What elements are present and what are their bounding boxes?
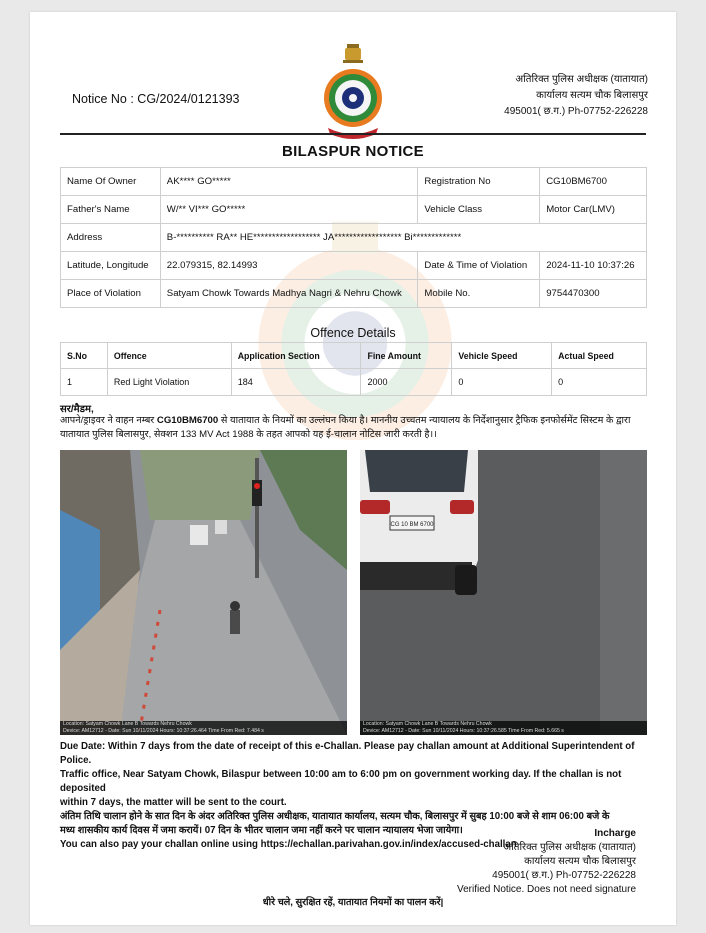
- caption-line: Location: Satyam Chowk Lane B Towards Nehru Chowk: [63, 721, 192, 727]
- notice-page: [30, 12, 676, 925]
- label-cell: Place of Violation: [61, 280, 161, 308]
- instruction-line: Traffic office, Near Satyam Chowk, Bilaspur between 10:00 am to 6:00 pm on government working day. If the challan is not deposited: [60, 769, 622, 794]
- table-row: [61, 369, 647, 396]
- violation-datetime: 2024-11-10 10:37:26: [540, 252, 647, 280]
- table-cell: 2000: [361, 369, 452, 396]
- table-header-row: [61, 343, 647, 369]
- due-date-instructions: [60, 740, 652, 852]
- violation-message: [60, 414, 650, 442]
- verified-note: Verified Notice. Does not need signature: [457, 884, 636, 895]
- offence-section-title: Offence Details: [310, 326, 396, 340]
- column-header: Application Section: [231, 343, 361, 369]
- label-cell: Mobile No.: [418, 280, 540, 308]
- message-reg: CG10BM6700: [156, 415, 219, 426]
- column-header: Fine Amount: [361, 343, 452, 369]
- evidence-photo-vehicle[interactable]: [360, 450, 647, 735]
- instruction-line: अंतिम तिथि चालान होने के सात दिन के अंदर अतिरिक्त पुलिस अधीक्षक, यातायात कार्यालय, सत्यम चौक, बिलासपुर में सुबह 10:00 बजे से शाम 06:00 बजे के: [60, 811, 610, 822]
- payment-link-line[interactable]: You can also pay your challan online using https://echallan.parivahan.gov.in/index/accused-challan: [60, 839, 517, 850]
- vehicle-class: Motor Car(LMV): [540, 196, 647, 224]
- label-cell: Date & Time of Violation: [418, 252, 540, 280]
- office-line: कार्यालय सत्यम चौक बिलासपुर: [524, 856, 636, 867]
- office-line: अतिरिक्त पुलिस अधीक्षक (यातायात): [503, 842, 636, 853]
- label-cell: Address: [61, 224, 161, 252]
- column-header: Actual Speed: [552, 343, 647, 369]
- label-cell: Name Of Owner: [61, 168, 161, 196]
- label-cell: Vehicle Class: [418, 196, 540, 224]
- table-cell: 184: [231, 369, 361, 396]
- photo-caption: [360, 721, 647, 735]
- offence-table: [60, 342, 647, 396]
- table-cell: Red Light Violation: [107, 369, 231, 396]
- message-text: आपने/ड्राइवर ने वाहन नम्बर: [60, 415, 157, 426]
- table-cell: 1: [61, 369, 108, 396]
- caption-line: Location: Satyam Chowk Lane B Towards Nehru Chowk: [363, 721, 492, 727]
- evidence-photo-street[interactable]: [60, 450, 347, 735]
- license-plate-text: CG 10 BM 6700: [390, 522, 434, 528]
- violation-place: Satyam Chowk Towards Madhya Nagri & Nehru Chowk: [160, 280, 418, 308]
- safety-slogan: धीरे चले, सुरक्षित रहें, यातायात नियमों का पालन करें|: [262, 897, 444, 908]
- office-line: 495001( छ.ग.) Ph-07752-226228: [492, 870, 636, 881]
- registration-number: CG10BM6700: [540, 168, 647, 196]
- office-line: 495001( छ.ग.) Ph-07752-226228: [504, 106, 648, 117]
- column-header: Offence: [107, 343, 231, 369]
- father-name: W/** VI*** GO*****: [160, 196, 418, 224]
- office-line: कार्यालय सत्यम चौक बिलासपुर: [536, 90, 648, 101]
- police-emblem-icon: [322, 42, 384, 142]
- instruction-line: within 7 days, the matter will be sent to the court.: [60, 797, 287, 808]
- greeting: सर/मैडम,: [60, 404, 94, 415]
- office-address-top: [504, 72, 648, 120]
- table-row: [61, 252, 647, 280]
- message-text: से यातायात के नियमों का उल्लंघन किया है। माननीय उच्चतम न्यायालय के निर्देशानुसार ट्रैफिक इनफोर्समेंट सिस्टम के द्वारा: [218, 415, 631, 426]
- page-title: BILASPUR NOTICE: [281, 143, 424, 160]
- column-header: Vehicle Speed: [452, 343, 552, 369]
- address-value: B-********** RA** HE****************** JA****************** Bi*************: [160, 224, 646, 252]
- table-row: [61, 168, 647, 196]
- street-scene-image: [60, 450, 347, 735]
- message-text: यातायात पुलिस बिलासपुर, सेक्शन 133 MV Act 1988 के तहत आपको यह ई-चालान नोटिस जारी करती है।।: [60, 429, 437, 440]
- instruction-line: Due Date: Within 7 days from the date of receipt of this e-Challan. Please pay challan amount at Additional Superintendent of Police.: [60, 741, 635, 766]
- office-address-bottom: [457, 841, 636, 897]
- table-row: [61, 280, 647, 308]
- table-row: [61, 224, 647, 252]
- caption-line: Device: AM12712 - Date: Sun 10/11/2024 Hours: 10:37:26.585 Time From Red: 5.665 s: [363, 728, 564, 734]
- owner-details-table: [60, 167, 647, 308]
- label-cell: Father's Name: [61, 196, 161, 224]
- label-cell: Registration No: [418, 168, 540, 196]
- header-divider: [60, 133, 646, 135]
- office-line: अतिरिक्त पुलिस अधीक्षक (यातायात): [515, 74, 648, 85]
- incharge-label: Incharge: [594, 828, 636, 839]
- photo-caption: [60, 721, 347, 735]
- table-cell: 0: [552, 369, 647, 396]
- mobile-number: 9754470300: [540, 280, 647, 308]
- column-header: S.No: [61, 343, 108, 369]
- caption-line: Device: AM12712 - Date: Sun 10/11/2024 Hours: 10:37:26.464 Time From Red: 7.484 s: [63, 728, 264, 734]
- notice-number: Notice No : CG/2024/0121393: [72, 92, 240, 106]
- owner-name: AK**** GO*****: [160, 168, 418, 196]
- lat-lng-value: 22.079315, 82.14993: [160, 252, 418, 280]
- table-cell: 0: [452, 369, 552, 396]
- table-row: [61, 196, 647, 224]
- vehicle-closeup-image: [360, 450, 647, 735]
- instruction-line: मध्य शासकीय कार्य दिवस में जमा करायें। 07 दिन के भीतर चालान जमा नहीं करने पर चालान न्यायालय भेजा जायेगा।: [60, 825, 463, 836]
- label-cell: Latitude, Longitude: [61, 252, 161, 280]
